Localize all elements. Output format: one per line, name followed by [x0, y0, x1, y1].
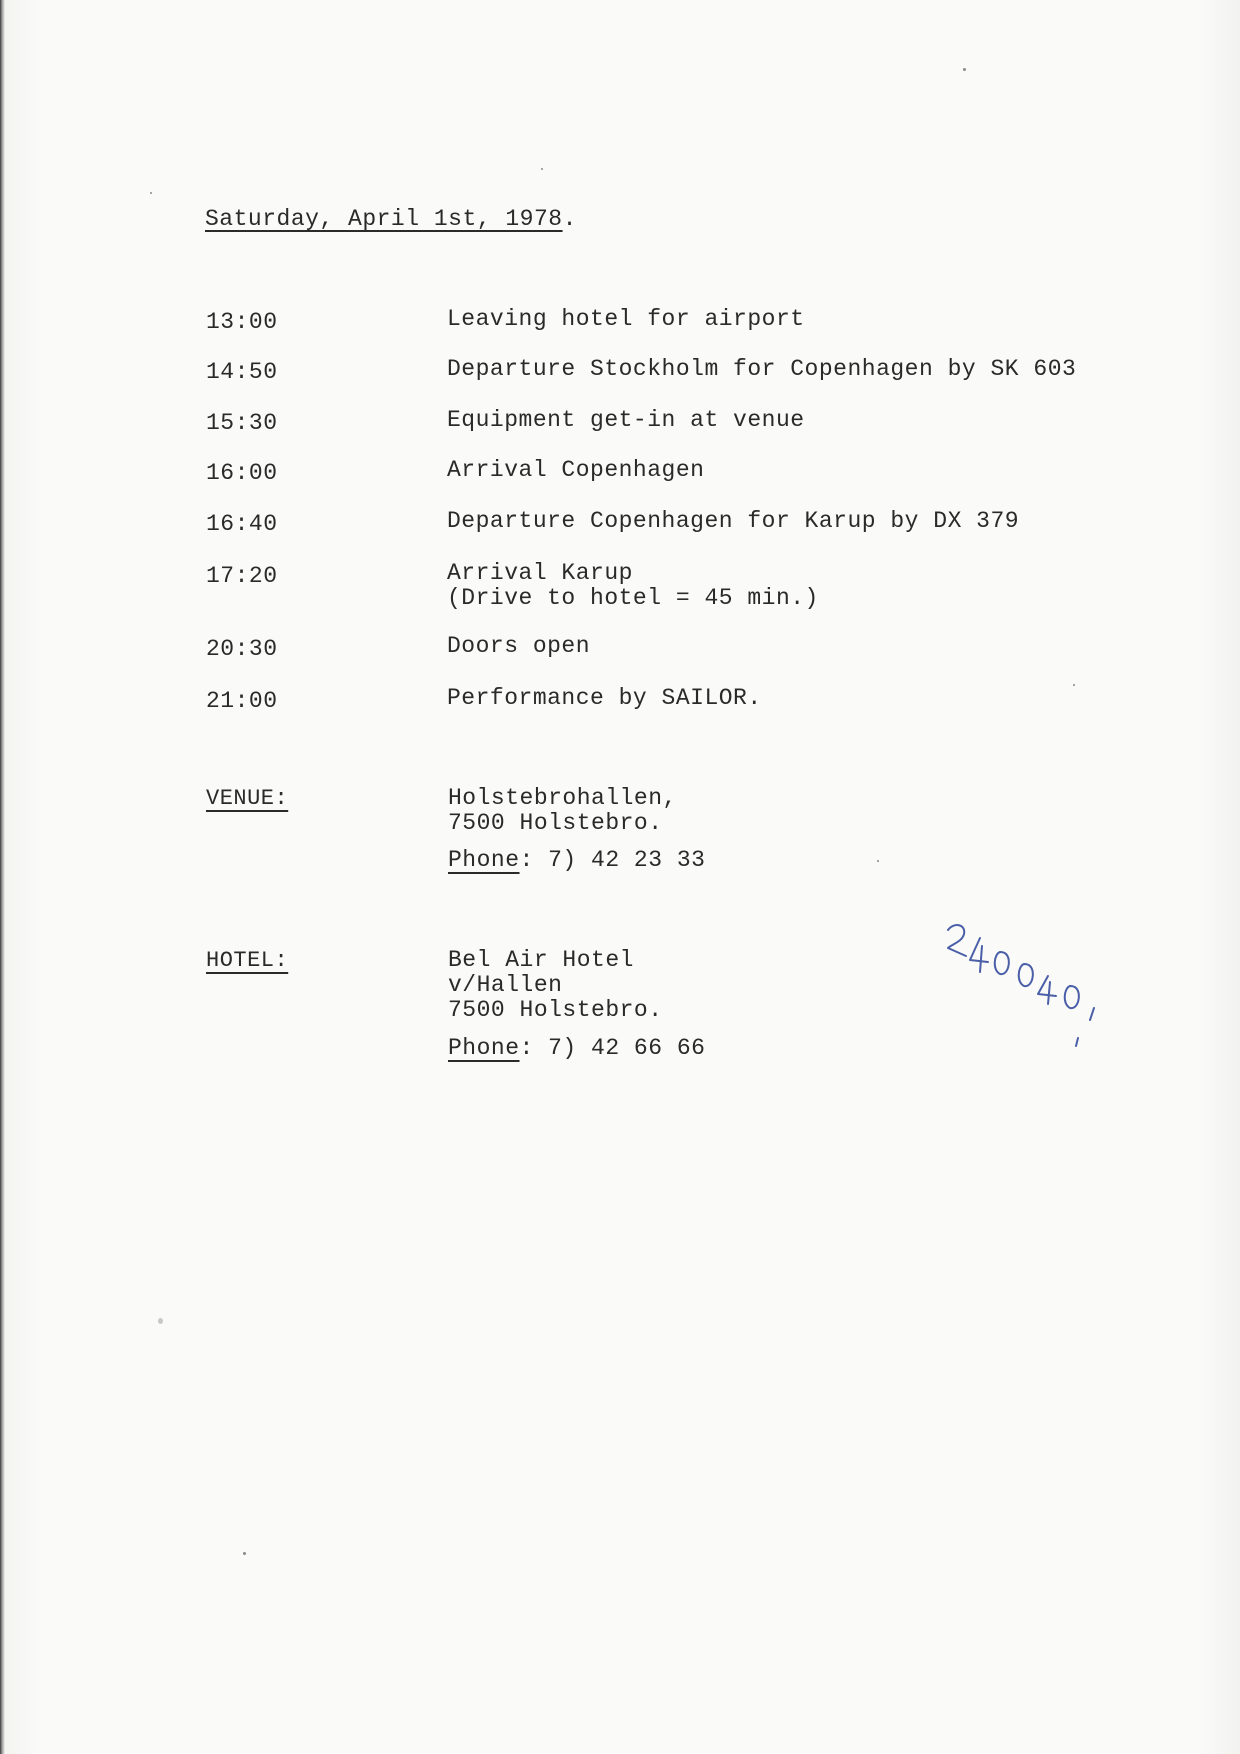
- schedule-time-4: 16:00: [206, 460, 278, 486]
- date-period: .: [562, 206, 577, 232]
- date-text: Saturday, April 1st, 1978: [205, 206, 563, 232]
- venue-address-line-1: Holstebrohallen,: [448, 785, 677, 811]
- handwritten-note-text: 240040,: [940, 920, 945, 921]
- venue-label-colon: :: [274, 786, 289, 811]
- venue-phone-number: : 7) 42 23 33: [519, 847, 706, 873]
- hotel-label-colon: :: [274, 948, 289, 973]
- paper-speck: [158, 1318, 163, 1324]
- hotel-address: [448, 948, 663, 1023]
- hotel-address-line-3: 7500 Holstebro.: [448, 997, 663, 1023]
- venue-phone-label: Phone: [448, 847, 520, 873]
- schedule-event-6: [447, 561, 819, 611]
- hotel-label: [206, 948, 288, 973]
- schedule-time-1: 13:00: [206, 309, 278, 335]
- schedule-event-2: Departure Stockholm for Copenhagen by SK 603: [447, 356, 1077, 382]
- venue-phone: [448, 848, 705, 873]
- paper-speck: [541, 168, 543, 170]
- schedule-time-7: 20:30: [206, 636, 278, 662]
- hotel-address-line-1: Bel Air Hotel: [448, 947, 634, 973]
- hotel-address-line-2: v/Hallen: [448, 972, 563, 998]
- paper-speck: [150, 192, 152, 194]
- hotel-phone: [448, 1036, 705, 1061]
- venue-address-line-2: 7500 Holstebro.: [448, 810, 663, 836]
- schedule-event-7: Doors open: [447, 633, 591, 659]
- paper-speck: [243, 1552, 246, 1555]
- hotel-phone-label: Phone: [448, 1035, 520, 1061]
- schedule-time-8: 21:00: [206, 688, 278, 714]
- hotel-label-text: HOTEL: [206, 948, 275, 973]
- schedule-time-3: 15:30: [206, 410, 278, 436]
- schedule-time-6: 17:20: [206, 563, 278, 589]
- handwritten-note: [940, 920, 1110, 1050]
- schedule-event-6-line-2: (Drive to hotel = 45 min.): [447, 585, 819, 611]
- schedule-event-4: Arrival Copenhagen: [447, 457, 705, 483]
- paper-speck: [1073, 684, 1075, 686]
- schedule-date-heading: [205, 206, 577, 232]
- schedule-time-5: 16:40: [206, 511, 278, 537]
- hotel-phone-number: : 7) 42 66 66: [519, 1035, 706, 1061]
- venue-label-text: VENUE: [206, 786, 275, 811]
- paper-speck: [963, 68, 966, 71]
- schedule-event-6-line-1: Arrival Karup: [447, 560, 633, 586]
- paper-speck: [877, 860, 879, 862]
- schedule-event-5: Departure Copenhagen for Karup by DX 379: [447, 508, 1020, 534]
- schedule-time-2: 14:50: [206, 359, 278, 385]
- schedule-event-1: Leaving hotel for airport: [447, 306, 805, 332]
- schedule-event-3: Equipment get-in at venue: [447, 407, 805, 433]
- schedule-event-8: Performance by SAILOR.: [447, 685, 762, 711]
- venue-label: [206, 786, 288, 811]
- venue-address: [448, 786, 677, 836]
